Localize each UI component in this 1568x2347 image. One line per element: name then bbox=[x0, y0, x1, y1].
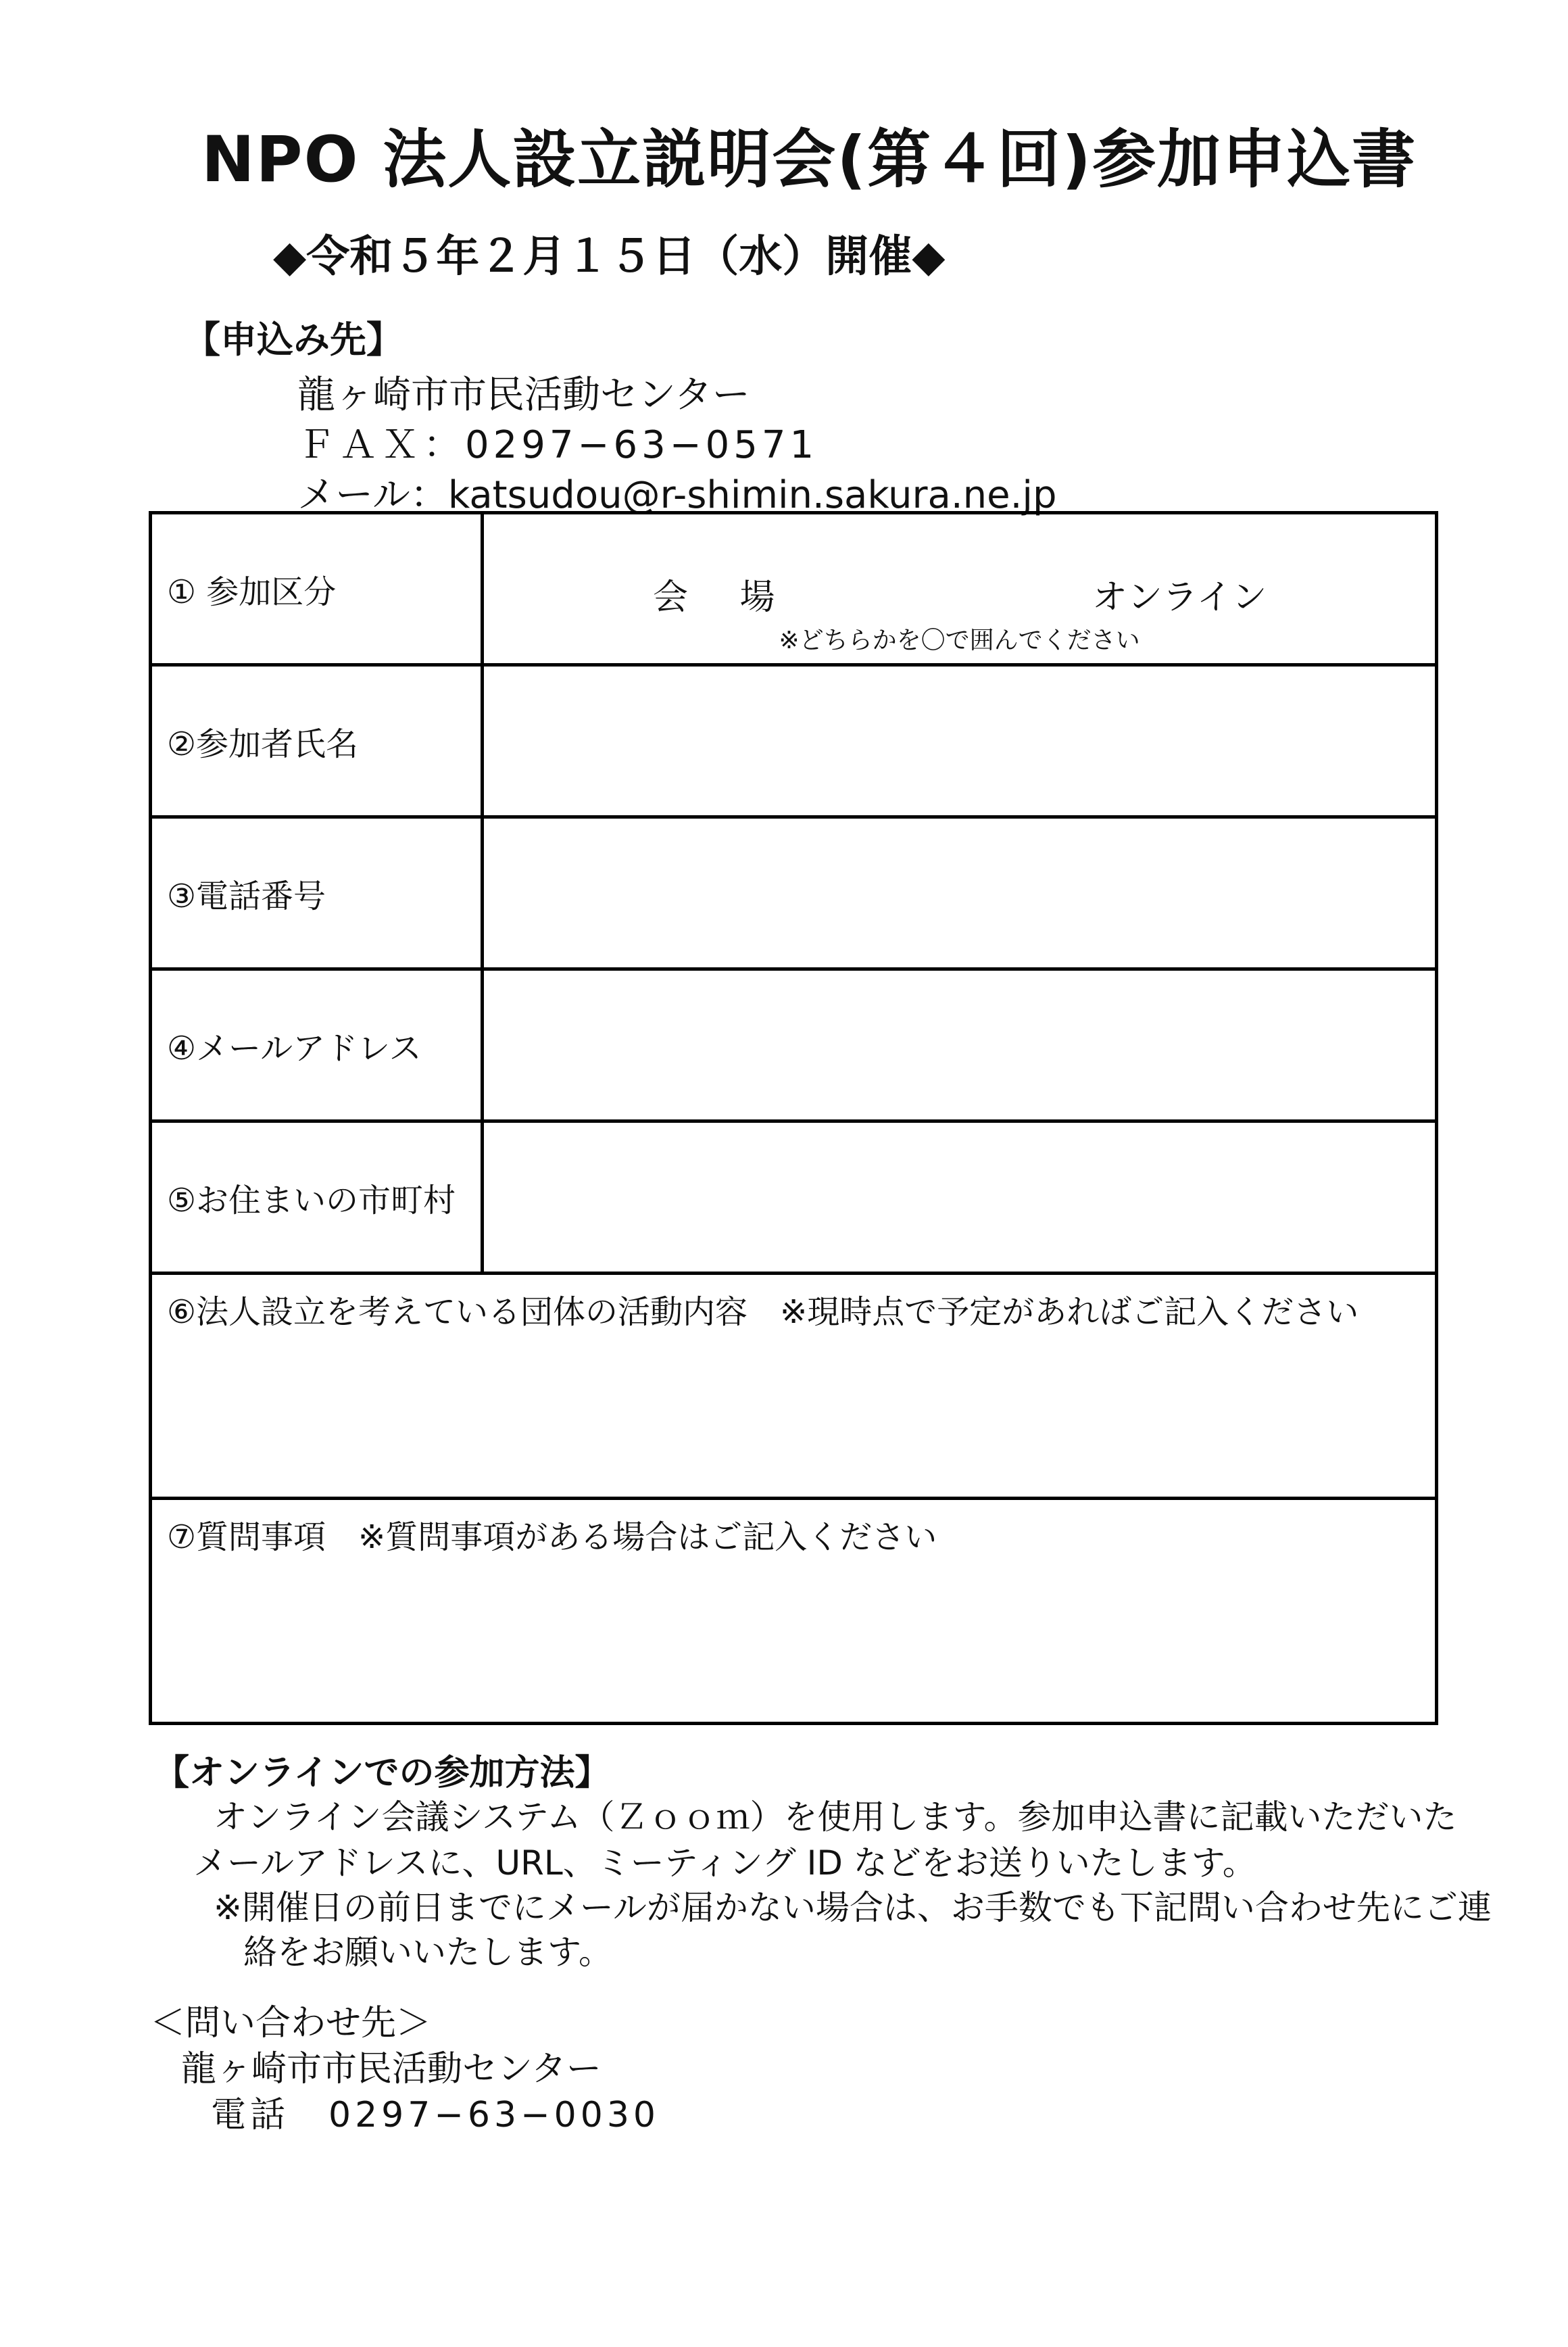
phone-field[interactable] bbox=[483, 817, 1437, 969]
email-field[interactable] bbox=[483, 969, 1437, 1121]
inquiry-org: 龍ヶ崎市市民活動センター bbox=[181, 2049, 602, 2089]
activity-label: ⑥法人設立を考えている団体の活動内容 ※現時点で予定があればご記入ください bbox=[167, 1293, 1359, 1331]
application-fax: ＦＡＸ：0297−63−0571 bbox=[297, 423, 818, 467]
municipality-field[interactable] bbox=[483, 1121, 1437, 1274]
activity-field[interactable] bbox=[151, 1274, 1437, 1499]
online-text-1: オンライン会議システム（Ｚｏｏｍ）を使用します。参加申込書に記載いただいた bbox=[214, 1797, 1457, 1837]
form-row-municipality bbox=[151, 1121, 1437, 1274]
option-online[interactable]: オンライン bbox=[1092, 577, 1267, 618]
municipality-label: ⑤お住まいの市町村 bbox=[151, 1121, 483, 1274]
participation-note: ※どちらかを〇で囲んでください bbox=[779, 627, 1140, 654]
questions-label: ⑦質問事項 ※質問事項がある場合はご記入ください bbox=[167, 1518, 937, 1556]
form-row-questions bbox=[151, 1499, 1437, 1724]
page-title: NPO 法人設立説明会(第４回)参加申込書 bbox=[201, 123, 1417, 197]
online-heading: 【オンラインでの参加方法】 bbox=[154, 1753, 610, 1793]
participation-label: ① 参加区分 bbox=[151, 513, 483, 665]
phone-label: ③電話番号 bbox=[151, 817, 483, 969]
form-row-phone bbox=[151, 817, 1437, 969]
application-org: 龍ヶ崎市市民活動センター bbox=[297, 373, 750, 417]
online-text-2: メールアドレスに、URL、ミーティング ID などをお送りいたします。 bbox=[193, 1843, 1256, 1883]
name-label: ②参加者氏名 bbox=[151, 665, 483, 817]
application-form bbox=[149, 511, 1438, 1725]
name-field[interactable] bbox=[483, 665, 1437, 817]
online-text-3: ※開催日の前日までにメールが届かない場合は、お手数でも下記問い合わせ先にご連 bbox=[214, 1888, 1492, 1927]
form-row-email bbox=[151, 969, 1437, 1121]
online-text-4: 絡をお願いいたします。 bbox=[243, 1933, 612, 1972]
inquiry-heading: ＜問い合わせ先＞ bbox=[150, 2003, 432, 2043]
event-date: ◆令和５年２月１５日（水）開催◆ bbox=[273, 232, 946, 282]
application-heading: 【申込み先】 bbox=[184, 318, 403, 361]
email-label: ④メールアドレス bbox=[151, 969, 483, 1121]
questions-field[interactable] bbox=[151, 1499, 1437, 1724]
form-row-name bbox=[151, 665, 1437, 817]
option-venue[interactable]: 会 場 bbox=[653, 577, 795, 618]
application-email: メール：katsudou@r-shimin.sakura.ne.jp bbox=[297, 473, 1057, 517]
form-row-activity bbox=[151, 1274, 1437, 1499]
inquiry-phone: 電話 0297−63−0030 bbox=[211, 2095, 660, 2135]
form-row-participation bbox=[151, 513, 1437, 665]
participation-field[interactable] bbox=[483, 513, 1437, 665]
